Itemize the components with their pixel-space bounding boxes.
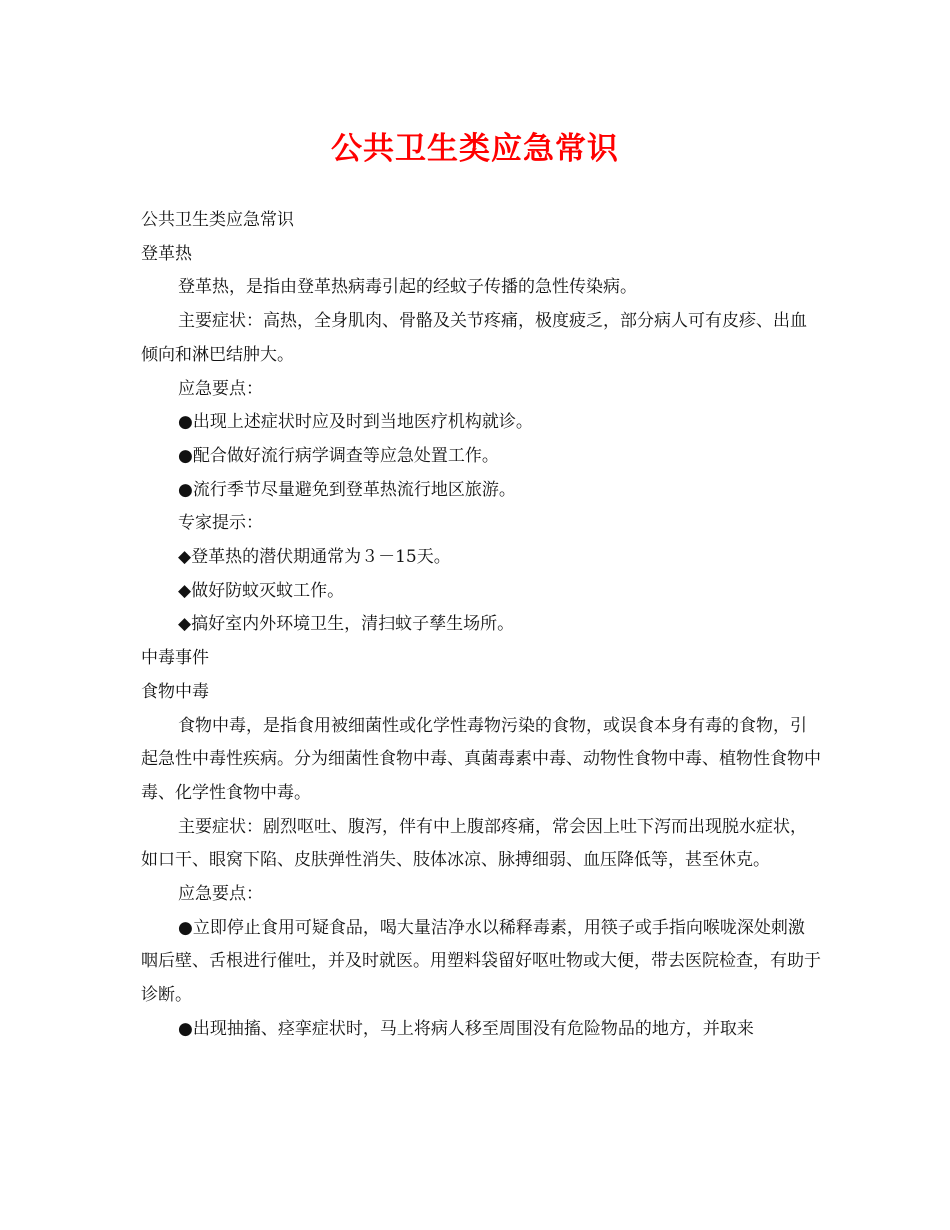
bullet-dengue-seek-care: ●出现上述症状时应及时到当地医疗机构就诊。 <box>178 412 533 433</box>
paragraph-dengue-expert-label: 专家提示： <box>178 513 263 534</box>
paragraph-food-poisoning-definition: 食物中毒，是指食用被细菌性或化学性毒物污染的食物，或误食本身有毒的食物，引起急性中毒性疾病。分为细菌性食物中毒、真菌毒素中毒、动物性食物中毒、植物性食物中毒、化学性食物中毒。 <box>141 715 821 803</box>
paragraph-doc-heading: 公共卫生类应急常识 <box>141 210 294 230</box>
paragraph-dengue-emergency-label: 应急要点： <box>178 378 263 399</box>
paragraph-dengue-definition: 登革热，是指由登革热病毒引起的经蚊子传播的急性传染病。 <box>178 277 637 298</box>
tip-dengue-sanitation: ◆搞好室内外环境卫生，清扫蚊子孳生场所。 <box>178 614 515 635</box>
paragraph-food-poisoning-emergency-label: 应急要点： <box>178 884 263 905</box>
bullet-food-poisoning-stop-eating: ●立即停止食用可疑食品，喝大量洁净水以稀释毒素，用筷子或手指向喉咙深处刺激咽后壁、舌根进行催吐，并及时就医。用塑料袋留好呕吐物或大便，带去医院检查，有助于诊断。 <box>141 917 821 1006</box>
tip-dengue-incubation: ◆登革热的潜伏期通常为３－15天。 <box>178 547 451 568</box>
bullet-dengue-avoid-travel: ●流行季节尽量避免到登革热流行地区旅游。 <box>178 479 516 500</box>
bullet-food-poisoning-convulsions: ●出现抽搐、痉挛症状时，马上将病人移至周围没有危险物品的地方，并取来 <box>178 1018 754 1039</box>
bullet-dengue-cooperate: ●配合做好流行病学调查等应急处置工作。 <box>178 445 499 466</box>
tip-dengue-mosquito-control: ◆做好防蚊灭蚊工作。 <box>178 580 345 601</box>
page-title: 公共卫生类应急常识 <box>331 131 619 167</box>
paragraph-dengue-symptoms: 主要症状：高热，全身肌肉、骨骼及关节疼痛，极度疲乏，部分病人可有皮疹、出血倾向和淋巴结肿大。 <box>141 311 807 365</box>
section-heading-dengue: 登革热 <box>141 243 192 264</box>
section-heading-food-poisoning: 食物中毒 <box>141 681 209 702</box>
document-body <box>141 204 821 1047</box>
section-heading-poisoning: 中毒事件 <box>141 648 209 669</box>
paragraph-food-poisoning-symptoms: 主要症状：剧烈呕吐、腹泻，伴有中上腹部疼痛，常会因上吐下泻而出现脱水症状，如口干、眼窝下陷、皮肤弹性消失、肢体冰凉、脉搏细弱、血压降低等，甚至休克。 <box>141 816 807 871</box>
